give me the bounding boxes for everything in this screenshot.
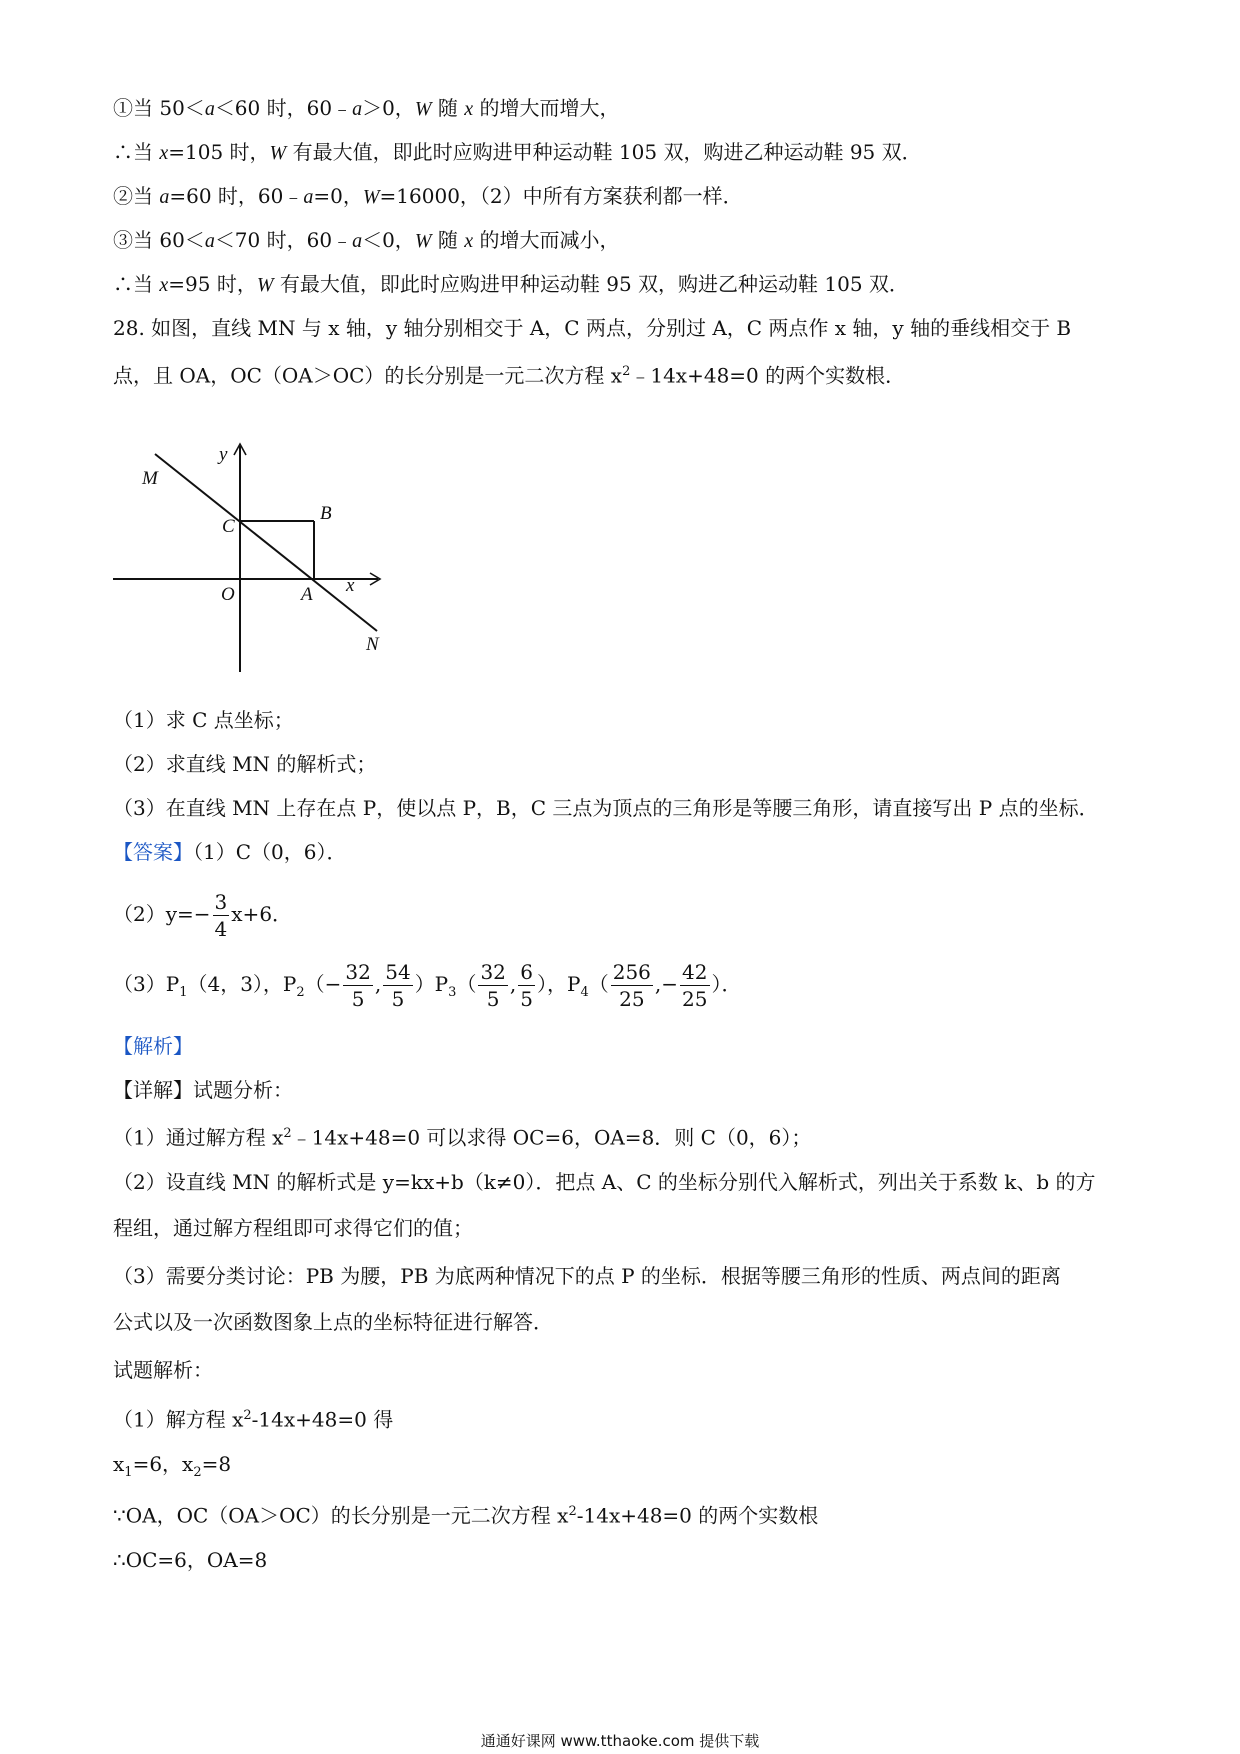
label-n: N bbox=[366, 634, 379, 655]
label-o: O bbox=[221, 584, 235, 605]
text-line-3: ②当 a=60 时，60﹣a=0，W=16000，（2）中所有方案获利都一样． bbox=[113, 184, 743, 208]
detail-3a: （3）需要分类讨论：PB 为腰，PB 为底两种情况下的点 P 的坐标．根据等腰三角形的性质、两点间的距离 bbox=[113, 1264, 1061, 1288]
answer-tag: 【答案】 bbox=[113, 840, 193, 864]
text-line-2: ∴当 x=105 时，W 有最大值，即此时应购进甲种运动鞋 105 双，购进乙种运动鞋 95 双． bbox=[113, 140, 922, 164]
solution-heading: 试题解析： bbox=[113, 1358, 213, 1382]
label-b: B bbox=[320, 503, 332, 524]
answer-line-3: $(3)P_1(4$，3），$P_2(-$ $\frac{32}{5}$ , $\frac{54}{5}$ ）$P_3$（ $\frac{32}{5}$ , $\frac{6}{5}$ ），$P_4$（ $\frac{256}{25}$ ,− $\frac{42}{25}$ ）． bbox=[113, 960, 742, 1011]
label-m: M bbox=[142, 468, 158, 489]
solution-3: ∵OA，OC（OA＞OC）的长分别是一元二次方程 $x^2-14x+48=0$ 的两个实数根 bbox=[113, 1503, 819, 1528]
text-line-1: ①当 50＜a＜60 时，60﹣a＞0，W 随 x 的增大而增大， bbox=[113, 96, 620, 120]
label-a: A bbox=[301, 584, 313, 605]
text-line-4: ③当 60＜a＜70 时，60﹣a＜0，W 随 x 的增大而减小， bbox=[113, 228, 620, 252]
text-line-5: ∴当 x=95 时，W 有最大值，即此时应购进甲种运动鞋 95 双，购进乙种运动鞋 105 双． bbox=[113, 272, 909, 296]
question-2: （2）求直线 MN 的解析式； bbox=[113, 752, 377, 776]
detail-2a: （2）设直线 MN 的解析式是 y=kx+b（k≠0）．把点 A、C 的坐标分别代入解析式，列出关于系数 k、b 的方 bbox=[113, 1170, 1096, 1194]
detail-1: （1）通过解方程 $x^2﹣14x+48=0$ 可以求得 OC=6，OA=8．则 C（0，6）； bbox=[113, 1125, 812, 1150]
fraction: $\frac{256}{25}$ bbox=[612, 960, 651, 1011]
fraction: $\frac{32}{5}$ bbox=[345, 960, 371, 1011]
solution-2: $x_1=6$，$x_2=8$ bbox=[113, 1452, 232, 1480]
coordinate-figure bbox=[110, 428, 430, 688]
detail-heading: 【详解】试题分析： bbox=[113, 1078, 293, 1102]
solution-1: （1）解方程 $x^2-14x+48=0$ 得 bbox=[113, 1407, 394, 1432]
fraction: $\frac{3}{4}$ bbox=[214, 890, 228, 941]
fraction: $\frac{42}{25}$ bbox=[682, 960, 708, 1011]
question-3: （3）在直线 MN 上存在点 P，使以点 P，B，C 三点为顶点的三角形是等腰三角形，请直接写出 P 点的坐标． bbox=[113, 796, 1099, 820]
detail-3b: 公式以及一次函数图象上点的坐标特征进行解答． bbox=[113, 1310, 553, 1334]
fraction: $\frac{54}{5}$ bbox=[385, 960, 411, 1011]
analysis-tag: 【解析】 bbox=[113, 1034, 193, 1058]
detail-2b: 程组，通过解方程组即可求得它们的值； bbox=[113, 1216, 473, 1240]
problem-28-line-1: 28. 如图，直线 MN 与 x 轴，y 轴分别相交于 A，C 两点，分别过 A，C 两点作 x 轴，y 轴的垂线相交于 B bbox=[113, 316, 1072, 340]
answer-line-1: 【答案】（1）C（0，6）． bbox=[113, 840, 347, 864]
question-1: （1）求 C 点坐标； bbox=[113, 708, 294, 732]
fraction: $\frac{32}{5}$ bbox=[480, 960, 506, 1011]
fraction: $\frac{6}{5}$ bbox=[520, 960, 533, 1011]
answer-line-2: （2）y=− $\frac{3}{4}$ x+6． bbox=[113, 890, 293, 941]
label-c: C bbox=[222, 516, 235, 537]
page-footer: 通通好课网 www.tthaoke.com 提供下载 bbox=[480, 1732, 760, 1750]
problem-28-line-2: 点，且 OA，OC（OA＞OC）的长分别是一元二次方程 $x^2﹣14x+48=0$ 的两个实数根． bbox=[113, 363, 906, 388]
line-mn bbox=[155, 454, 377, 631]
label-x: x bbox=[346, 575, 355, 596]
solution-4: ∴OC=6，OA=8 bbox=[113, 1548, 268, 1572]
label-y: y bbox=[219, 444, 228, 465]
